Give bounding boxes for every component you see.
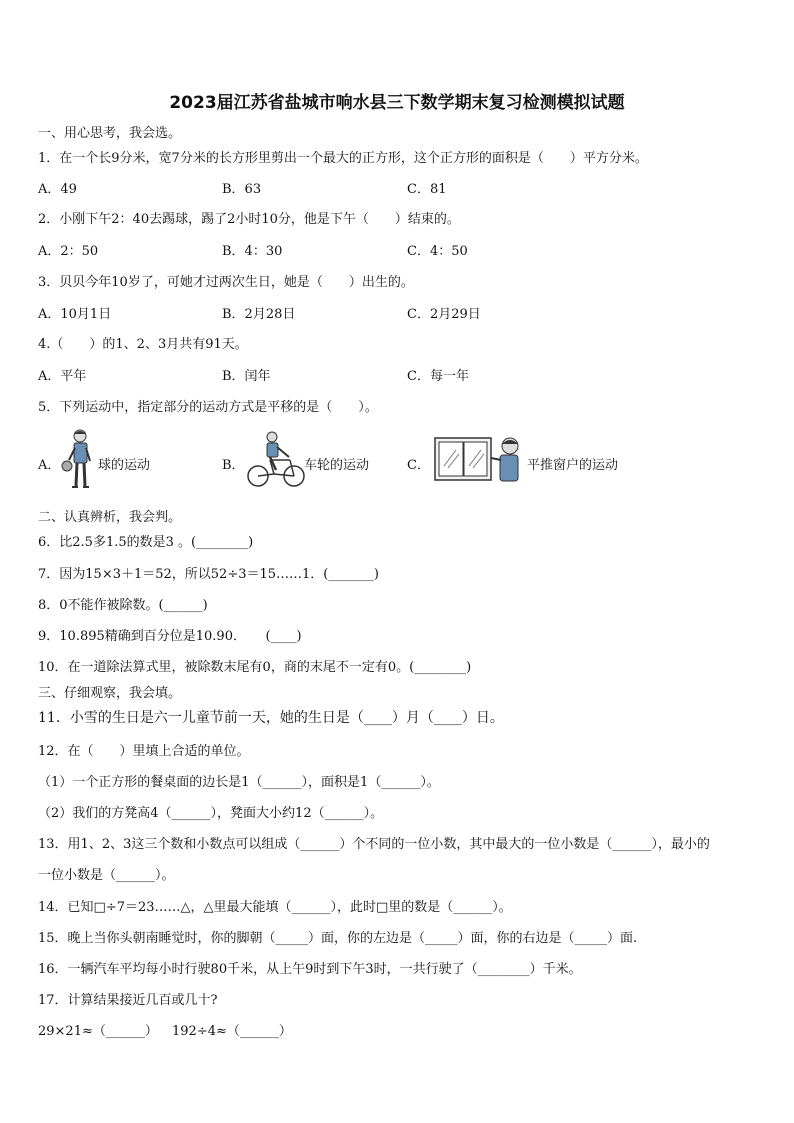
q3-option-a[interactable]: A．10月1日 (38, 307, 112, 322)
section-heading-3: 三、仔细观察，我会填。 (38, 686, 182, 701)
question-16: 16．一辆汽车平均每小时行驶80千米，从上午9时到下午3时，一共行驶了（________）千米。 (38, 962, 582, 977)
q1-option-a[interactable]: A．49 (38, 182, 77, 197)
question-10: 10．在一道除法算式里，被除数末尾有0，商的末尾不一定有0。(________) (38, 660, 472, 675)
question-13-line-2: 一位小数是（______）。 (38, 868, 175, 883)
q2-option-c[interactable]: C．4：50 (407, 244, 468, 259)
q5-option-c-label: 平推窗户的运动 (527, 458, 619, 473)
q4-option-c[interactable]: C．每一年 (407, 369, 469, 384)
question-4: 4.（ ）的1、2、3月共有91天。 (38, 337, 248, 352)
question-2: 2．小刚下午2：40去踢球，踢了2小时10分，他是下午（ ）结束的。 (38, 212, 460, 227)
page-title: 2023届江苏省盐城市响水县三下数学期末复习检测模拟试题 (169, 93, 625, 113)
question-5: 5．下列运动中，指定部分的运动方式是平移的是（ ）。 (38, 400, 378, 415)
question-9: 9．10.895精确到百分位是10.90． (____) (38, 629, 302, 644)
q1-option-b[interactable]: B．63 (222, 182, 262, 197)
section-heading-1: 一、用心思考，我会选。 (38, 126, 182, 141)
boy-bouncing-ball-figure (60, 428, 100, 492)
pushing-window-figure (434, 436, 524, 482)
q4-option-a[interactable]: A．平年 (38, 369, 87, 384)
q5-option-b-label: 车轮的运动 (304, 458, 370, 473)
question-1: 1．在一个长9分米，宽7分米的长方形里剪出一个最大的正方形，这个正方形的面积是（ ）平方分米。 (38, 151, 648, 166)
q3-option-c[interactable]: C．2月29日 (407, 307, 481, 322)
question-17-expression-1: 29×21≈（______） (38, 1024, 158, 1039)
boy-riding-bicycle-figure (246, 430, 306, 490)
question-17: 17．计算结果接近几百或几十? (38, 993, 218, 1008)
question-14: 14．已知□÷7＝23……△，△里最大能填（______），此时□里的数是（______）。 (38, 900, 512, 915)
question-15: 15．晚上当你头朝南睡觉时，你的脚朝（_____）面，你的左边是（_____）面，你的右边是（_____）面. (38, 931, 638, 946)
q4-option-b[interactable]: B．闰年 (222, 369, 271, 384)
q3-option-b[interactable]: B．2月28日 (222, 307, 296, 322)
question-17-expression-2: 192÷4≈（______） (172, 1024, 292, 1039)
question-7: 7．因为15×3＋1＝52，所以52÷3＝15……1．(_______) (38, 567, 379, 582)
question-12: 12．在（ ）里填上合适的单位。 (38, 744, 250, 759)
section-heading-2: 二、认真辨析，我会判。 (38, 510, 182, 525)
q5-option-c[interactable]: C． (407, 458, 430, 473)
question-12-part-2: （2）我们的方凳高4（______），凳面大小约12（______）。 (38, 806, 384, 821)
q2-option-b[interactable]: B．4：30 (222, 244, 283, 259)
question-12-part-1: （1）一个正方形的餐桌面的边长是1（______），面积是1（______）。 (38, 775, 440, 790)
q5-option-a[interactable]: A． (38, 458, 61, 473)
q1-option-c[interactable]: C．81 (407, 182, 447, 197)
q5-option-b[interactable]: B． (222, 458, 245, 473)
q2-option-a[interactable]: A．2：50 (38, 244, 99, 259)
question-13-line-1: 13．用1、2、3这三个数和小数点可以组成（______）个不同的一位小数，其中最大的一位小数是（______），最小的 (38, 837, 710, 852)
q5-option-a-label: 球的运动 (98, 458, 151, 473)
question-3: 3．贝贝今年10岁了，可她才过两次生日，她是（ ）出生的。 (38, 275, 414, 290)
question-6: 6．比2.5多1.5的数是3 。(________) (38, 535, 254, 550)
question-11: 11．小雪的生日是六一儿童节前一天，她的生日是（____）月（____）日。 (38, 710, 504, 726)
question-8: 8．0不能作被除数。(______) (38, 598, 208, 613)
